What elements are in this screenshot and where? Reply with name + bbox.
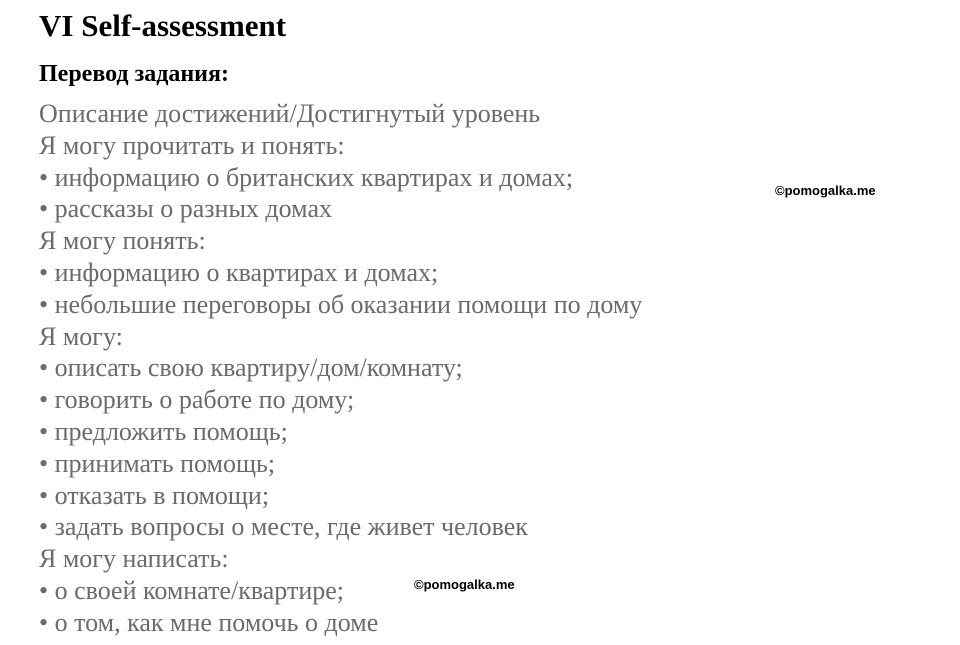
text-line: Я могу понять:: [39, 226, 206, 256]
list-item: • принимать помощь;: [39, 448, 276, 478]
list-item: • рассказы о разных домах: [39, 194, 332, 224]
section-subtitle: Перевод задания:: [39, 61, 229, 87]
list-item: • небольшие переговоры об оказании помощи по дому: [39, 289, 643, 319]
list-item: • задать вопросы о месте, где живет человек: [39, 512, 528, 542]
list-item: • о своей комнате/квартире;: [39, 575, 344, 605]
text-lines: [39, 98, 642, 639]
list-item: • предложить помощь;: [39, 416, 288, 446]
text-line: Я могу:: [39, 321, 123, 351]
watermark-text: ©pomogalka.me: [414, 577, 515, 592]
list-item: • информацию о британских квартирах и домах;: [39, 162, 574, 192]
list-item: • говорить о работе по дому;: [39, 385, 355, 415]
list-item: • о том, как мне помочь о доме: [39, 607, 379, 637]
page-title: VI Self-assessment: [39, 8, 287, 43]
text-line: Описание достижений/Достигнутый уровень: [39, 99, 541, 128]
list-item: • отказать в помощи;: [39, 480, 270, 510]
text-line: Я могу написать:: [39, 544, 229, 574]
list-item: • описать свою квартиру/дом/комнату;: [39, 353, 463, 383]
list-item: • информацию о квартирах и домах;: [39, 257, 439, 287]
watermark-text: ©pomogalka.me: [775, 183, 876, 198]
text-line: Я могу прочитать и понять:: [39, 130, 345, 160]
